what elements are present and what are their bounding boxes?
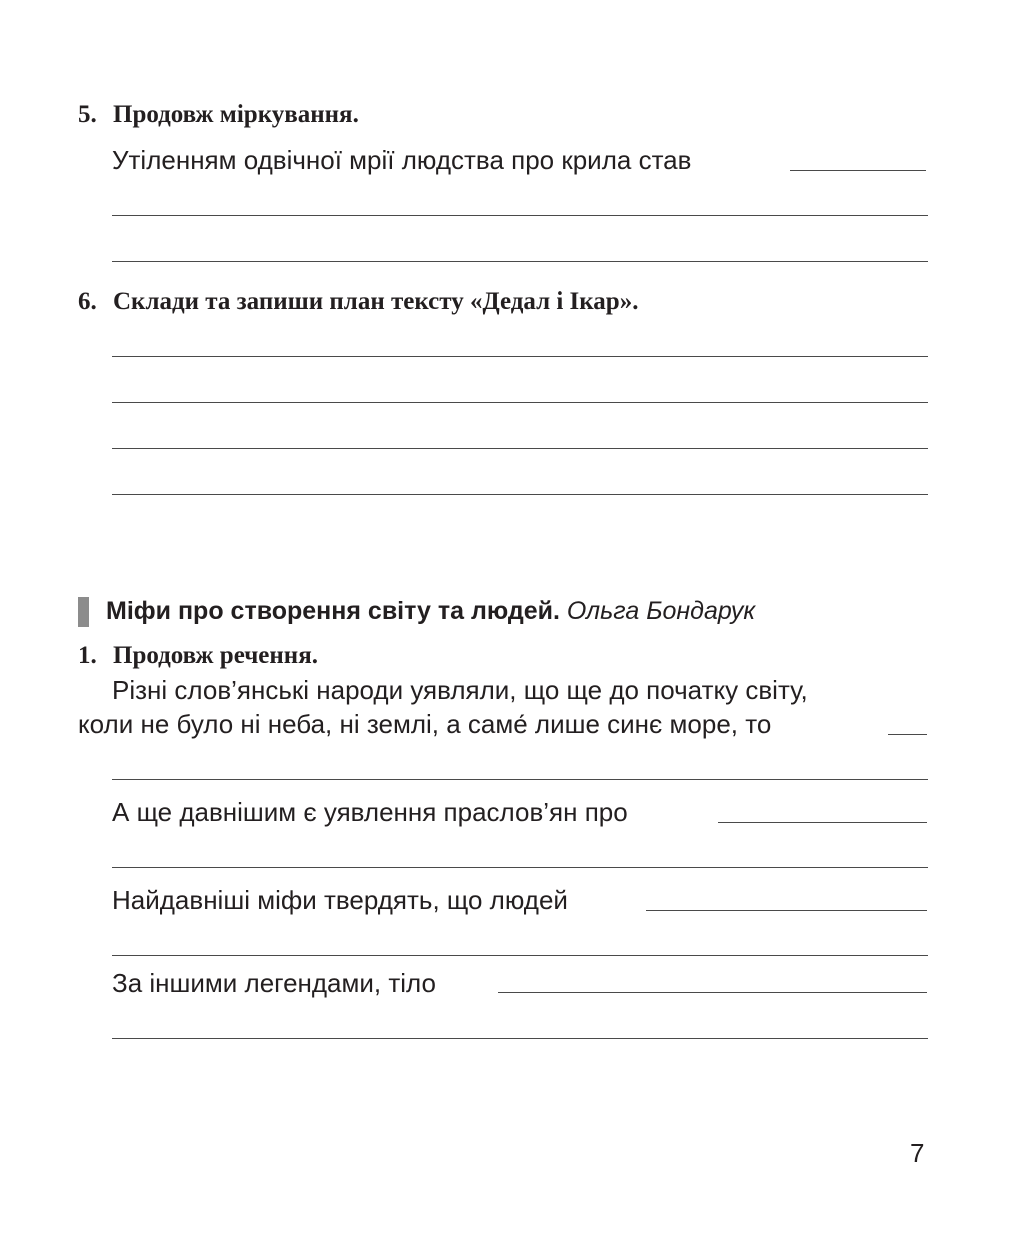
task-5-title: Продовж міркування. [113,101,359,128]
task-5-number: 5. [78,101,97,128]
task-1-prompt-4: За іншими легендами, тіло [112,968,436,998]
task-1-prompt-3: Найдавніші міфи твердять, що людей [112,885,568,915]
section-author: Ольга Бондарук [566,597,756,625]
answer-line[interactable] [112,402,928,403]
answer-line[interactable] [646,910,927,911]
answer-line[interactable] [112,494,928,495]
task-1-title: Продовж речення. [113,642,318,669]
page-number: 7 [910,1138,925,1168]
task-1-paragraph-line-1: Різні слов’янські народи уявляли, що ще до початку світу, [112,675,808,705]
section-title: Міфи про створення світу та людей. [106,597,560,625]
answer-line[interactable] [112,215,928,216]
task-1-paragraph-line-2: коли не було ні неба, ні землі, а саме́ лише синє море, то [78,709,772,739]
answer-line[interactable] [112,779,928,780]
task-5-prompt: Утіленням одвічної мрії людства про крила став [112,145,692,175]
answer-line[interactable] [112,448,928,449]
answer-line[interactable] [790,170,926,171]
answer-line[interactable] [112,1038,928,1039]
task-1-heading [78,642,318,670]
answer-line[interactable] [112,356,928,357]
task-5-heading [78,101,359,129]
answer-line[interactable] [112,955,928,956]
answer-line[interactable] [112,261,928,262]
answer-line[interactable] [718,822,927,823]
task-1-prompt-2: А ще давнішим є уявлення праслов’ян про [112,797,628,827]
task-6-title: Склади та запиши план тексту «Дедал і Ікар». [113,288,639,315]
task-1-number: 1. [78,642,97,669]
section-marker-bar [78,597,89,627]
section-heading [106,597,755,626]
task-6-heading [78,288,638,316]
answer-line[interactable] [498,992,927,993]
task-6-number: 6. [78,288,97,315]
answer-line[interactable] [888,734,927,735]
answer-line[interactable] [112,867,928,868]
